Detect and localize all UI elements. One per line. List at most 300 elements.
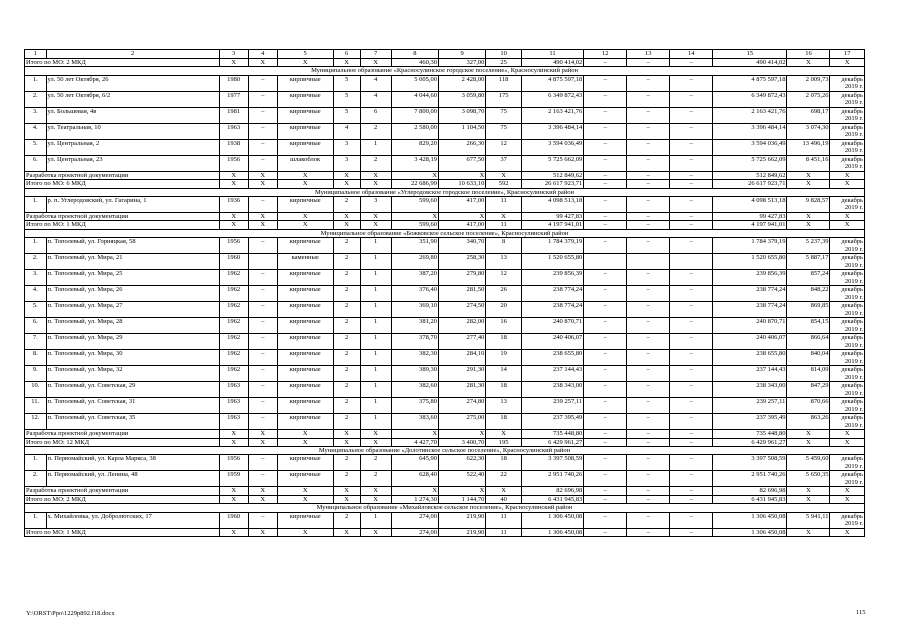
total-cell: X xyxy=(277,221,333,229)
table-cell xyxy=(584,254,627,270)
table-cell: – xyxy=(584,334,627,350)
table-cell: – xyxy=(248,302,277,318)
total-cell: X xyxy=(486,213,521,221)
table-cell: 814,09 xyxy=(787,366,830,382)
table-cell: 522,40 xyxy=(439,471,486,487)
table-cell: 1962 xyxy=(219,334,248,350)
column-number: 13 xyxy=(627,50,670,59)
table-cell xyxy=(248,254,277,270)
table-cell: 8 451,16 xyxy=(787,155,830,171)
total-cell: X xyxy=(830,528,865,536)
table-cell: – xyxy=(248,286,277,302)
table-cell: 281,50 xyxy=(439,286,486,302)
table-cell: – xyxy=(670,238,713,254)
table-cell: – xyxy=(627,318,670,334)
section-title: Муниципальное образование «Красносулинское городское поселение», Красносулинский район xyxy=(25,67,865,75)
table-cell: 2 009,73 xyxy=(787,75,830,91)
total-cell: X xyxy=(486,487,521,495)
table-cell: 340,70 xyxy=(439,238,486,254)
total-cell: X xyxy=(333,438,360,446)
total-cell: X xyxy=(219,438,248,446)
table-row xyxy=(25,139,865,155)
total-cell: X xyxy=(333,495,360,503)
table-cell: 382,30 xyxy=(391,350,438,366)
total-cell: X xyxy=(830,438,865,446)
total-cell: X xyxy=(219,171,248,179)
total-cell: X xyxy=(439,487,486,495)
table-cell: 18 xyxy=(486,334,521,350)
table-cell: 1. xyxy=(25,197,47,213)
total-cell: X xyxy=(360,171,391,179)
table-cell: – xyxy=(627,366,670,382)
total-label: Разработка проектной документации xyxy=(25,171,220,179)
table-cell: 3. xyxy=(25,270,47,286)
total-cell: – xyxy=(584,221,627,229)
table-cell: 1 xyxy=(360,286,391,302)
total-cell: – xyxy=(584,528,627,536)
table-cell: – xyxy=(627,286,670,302)
deadline-cell: декабрь 2019 г. xyxy=(830,197,865,213)
total-cell: 219,90 xyxy=(439,528,486,536)
table-cell: 829,20 xyxy=(391,139,438,155)
table-cell: кирпичные xyxy=(277,414,333,430)
table-row xyxy=(25,75,865,91)
table-cell: 240 870,71 xyxy=(521,318,583,334)
total-row xyxy=(25,438,865,446)
total-cell: X xyxy=(439,213,486,221)
table-cell: кирпичные xyxy=(277,398,333,414)
table-cell: – xyxy=(627,455,670,471)
total-cell: X xyxy=(248,59,277,67)
table-cell: 20 xyxy=(486,302,521,318)
total-cell: X xyxy=(787,59,830,67)
address-cell: п. Тополевый, ул. Мира, 30 xyxy=(46,350,219,366)
section-row xyxy=(25,504,865,512)
total-cell: X xyxy=(219,430,248,438)
table-cell: 1960 xyxy=(219,512,248,528)
table-cell: 240 870,71 xyxy=(713,318,787,334)
total-cell: X xyxy=(830,430,865,438)
table-cell: 237 395,49 xyxy=(521,414,583,430)
total-cell: 26 617 923,71 xyxy=(713,180,787,188)
table-cell: – xyxy=(584,382,627,398)
total-cell: 599,60 xyxy=(391,221,438,229)
table-cell: кирпичные xyxy=(277,318,333,334)
table-cell: 237 144,43 xyxy=(521,366,583,382)
total-cell: – xyxy=(627,180,670,188)
table-cell: 1977 xyxy=(219,91,248,107)
table-cell: 2 075,26 xyxy=(787,91,830,107)
table-cell: – xyxy=(670,334,713,350)
table-cell: 18 xyxy=(486,382,521,398)
address-cell: п. Тополевый, ул. Мира, 28 xyxy=(46,318,219,334)
total-cell: X xyxy=(277,528,333,536)
total-cell: X xyxy=(219,528,248,536)
table-cell: – xyxy=(248,398,277,414)
total-row xyxy=(25,487,865,495)
address-cell: п. Тополевый, ул. Горняцкая, 58 xyxy=(46,238,219,254)
address-cell: п. Тополевый, ул. Советская, 31 xyxy=(46,398,219,414)
table-cell: 2 xyxy=(333,197,360,213)
table-cell: 840,04 xyxy=(787,350,830,366)
table-cell: 269,80 xyxy=(391,254,438,270)
table-cell: – xyxy=(584,75,627,91)
table-cell: 19 xyxy=(486,350,521,366)
table-cell: 599,60 xyxy=(391,197,438,213)
table-cell: 1 xyxy=(360,270,391,286)
total-cell: X xyxy=(391,487,438,495)
table-cell: 258,30 xyxy=(439,254,486,270)
table-cell: – xyxy=(584,238,627,254)
total-cell: X xyxy=(333,171,360,179)
table-cell: – xyxy=(248,382,277,398)
table-cell: 1959 xyxy=(219,471,248,487)
table-cell: 4 xyxy=(360,91,391,107)
table-cell: 4 xyxy=(360,75,391,91)
table-cell: 13 xyxy=(486,254,521,270)
table-cell: 5 887,17 xyxy=(787,254,830,270)
table-cell: 3 xyxy=(333,139,360,155)
address-cell: ул. Большевая, 4в xyxy=(46,107,219,123)
total-cell: X xyxy=(333,221,360,229)
table-cell: 2 163 421,76 xyxy=(713,107,787,123)
total-cell: X xyxy=(333,430,360,438)
deadline-cell: декабрь 2019 г. xyxy=(830,414,865,430)
total-cell: – xyxy=(670,430,713,438)
total-label: Итого по МО: 1 МКД xyxy=(25,528,220,536)
address-cell: ул. 50 лет Октября, 6/2 xyxy=(46,91,219,107)
table-cell: 1963 xyxy=(219,123,248,139)
total-cell: 99 427,83 xyxy=(713,213,787,221)
deadline-cell: декабрь 2019 г. xyxy=(830,318,865,334)
table-cell: 16 xyxy=(486,318,521,334)
table-cell: 2. xyxy=(25,254,47,270)
table-cell: 1 xyxy=(360,254,391,270)
table-cell: 3 xyxy=(333,155,360,171)
address-cell: х. Михайловка, ул. Добролютских, 17 xyxy=(46,512,219,528)
table-cell: 369,10 xyxy=(391,302,438,318)
housing-repair-table xyxy=(24,49,865,537)
total-cell: – xyxy=(627,213,670,221)
table-cell: 4 xyxy=(333,123,360,139)
total-cell: 3 400,70 xyxy=(439,438,486,446)
table-cell: 5 005,00 xyxy=(391,75,438,91)
address-cell: п. Тополевый, ул. Мира, 32 xyxy=(46,366,219,382)
table-row xyxy=(25,382,865,398)
table-cell: 9. xyxy=(25,366,47,382)
table-cell: 37 xyxy=(486,155,521,171)
deadline-cell: декабрь 2019 г. xyxy=(830,139,865,155)
total-cell: X xyxy=(277,438,333,446)
table-cell: 238 774,24 xyxy=(713,302,787,318)
table-cell: 677,50 xyxy=(439,155,486,171)
table-cell: – xyxy=(670,197,713,213)
total-cell: 40 xyxy=(486,495,521,503)
table-cell xyxy=(670,254,713,270)
total-cell: – xyxy=(670,495,713,503)
total-cell: X xyxy=(830,487,865,495)
table-cell: 279,80 xyxy=(439,270,486,286)
column-number: 14 xyxy=(670,50,713,59)
table-cell: – xyxy=(670,75,713,91)
column-number: 9 xyxy=(439,50,486,59)
table-cell: 239 856,39 xyxy=(713,270,787,286)
table-cell: 5 xyxy=(333,75,360,91)
table-cell: 2 xyxy=(360,155,391,171)
table-cell: 2 xyxy=(333,398,360,414)
table-cell: 12 xyxy=(486,139,521,155)
total-cell: X xyxy=(277,487,333,495)
table-cell: кирпичные xyxy=(277,286,333,302)
total-cell: 6 429 961,27 xyxy=(521,438,583,446)
table-cell: 238 655,80 xyxy=(713,350,787,366)
table-cell: 5 xyxy=(333,107,360,123)
column-number: 2 xyxy=(46,50,219,59)
table-cell: 3 428,19 xyxy=(391,155,438,171)
table-cell: 11 xyxy=(486,512,521,528)
table-cell: 1938 xyxy=(219,139,248,155)
table-cell: 1. xyxy=(25,75,47,91)
total-cell: X xyxy=(439,430,486,438)
table-cell: 2 xyxy=(360,123,391,139)
table-row xyxy=(25,398,865,414)
table-cell: 1960 xyxy=(219,254,248,270)
table-cell: 2 xyxy=(333,382,360,398)
deadline-cell: декабрь 2019 г. xyxy=(830,270,865,286)
total-cell: 26 617 923,71 xyxy=(521,180,583,188)
total-cell: 735 448,80 xyxy=(521,430,583,438)
table-cell: кирпичные xyxy=(277,455,333,471)
table-cell xyxy=(627,254,670,270)
total-cell: – xyxy=(627,495,670,503)
deadline-cell: декабрь 2019 г. xyxy=(830,286,865,302)
table-row xyxy=(25,455,865,471)
total-cell: X xyxy=(787,438,830,446)
total-cell: 1 144,70 xyxy=(439,495,486,503)
table-cell: 1962 xyxy=(219,302,248,318)
table-cell: 1 xyxy=(360,350,391,366)
total-cell: – xyxy=(627,487,670,495)
table-cell: – xyxy=(248,139,277,155)
table-cell: 2 163 421,76 xyxy=(521,107,583,123)
column-number: 6 xyxy=(333,50,360,59)
table-cell: 1 xyxy=(360,318,391,334)
table-cell: 381,20 xyxy=(391,318,438,334)
table-cell: – xyxy=(670,366,713,382)
table-cell: 4 098 513,18 xyxy=(521,197,583,213)
total-row xyxy=(25,430,865,438)
table-cell: 4 875 597,18 xyxy=(713,75,787,91)
total-cell: 6 431 945,83 xyxy=(521,495,583,503)
total-cell: – xyxy=(584,438,627,446)
table-cell: шлакоблок xyxy=(277,155,333,171)
table-cell: 5 459,60 xyxy=(787,455,830,471)
total-label: Итого по МО: 1 МКД xyxy=(25,221,220,229)
table-cell: – xyxy=(627,350,670,366)
table-cell: – xyxy=(627,382,670,398)
table-cell: 1 306 450,08 xyxy=(521,512,583,528)
total-cell: X xyxy=(248,528,277,536)
total-cell: 417,00 xyxy=(439,221,486,229)
total-cell: X xyxy=(360,59,391,67)
table-cell: кирпичные xyxy=(277,123,333,139)
table-cell: – xyxy=(627,139,670,155)
total-cell: 1 306 450,08 xyxy=(713,528,787,536)
total-cell: X xyxy=(391,430,438,438)
section-row xyxy=(25,67,865,75)
table-row xyxy=(25,318,865,334)
total-cell: X xyxy=(830,213,865,221)
total-cell: X xyxy=(219,487,248,495)
table-cell: 1936 xyxy=(219,197,248,213)
table-cell: 5 650,35 xyxy=(787,471,830,487)
table-cell: 1962 xyxy=(219,350,248,366)
table-row xyxy=(25,155,865,171)
table-cell: 237 144,43 xyxy=(713,366,787,382)
table-cell: 266,30 xyxy=(439,139,486,155)
table-cell: – xyxy=(670,414,713,430)
total-cell: – xyxy=(670,180,713,188)
total-cell: X xyxy=(787,495,830,503)
table-cell: 4 044,60 xyxy=(391,91,438,107)
total-cell: – xyxy=(670,59,713,67)
table-cell: – xyxy=(670,350,713,366)
table-cell: 870,66 xyxy=(787,398,830,414)
total-cell: – xyxy=(584,213,627,221)
table-cell: 3 397 508,59 xyxy=(521,455,583,471)
table-cell: 1963 xyxy=(219,382,248,398)
section-row xyxy=(25,188,865,196)
table-cell: 291,30 xyxy=(439,366,486,382)
table-cell: 238 343,00 xyxy=(713,382,787,398)
table-cell: 275,00 xyxy=(439,414,486,430)
total-cell: X xyxy=(277,430,333,438)
total-cell: 274,00 xyxy=(391,528,438,536)
total-cell: X xyxy=(277,495,333,503)
table-cell: 1. xyxy=(25,455,47,471)
table-cell: 2 951 740,26 xyxy=(713,471,787,487)
total-cell: – xyxy=(584,495,627,503)
table-cell: 274,80 xyxy=(439,398,486,414)
deadline-cell: декабрь 2019 г. xyxy=(830,471,865,487)
total-cell: X xyxy=(360,221,391,229)
total-cell: X xyxy=(787,180,830,188)
table-cell: 3 594 036,49 xyxy=(713,139,787,155)
table-cell: 698,17 xyxy=(787,107,830,123)
total-cell: X xyxy=(248,438,277,446)
total-cell: 735 448,80 xyxy=(713,430,787,438)
total-cell: – xyxy=(627,221,670,229)
table-cell: 387,20 xyxy=(391,270,438,286)
table-cell: 869,85 xyxy=(787,302,830,318)
table-cell: 1 xyxy=(360,238,391,254)
table-cell: 26 xyxy=(486,286,521,302)
total-cell: 490 414,02 xyxy=(521,59,583,67)
table-cell: 2 xyxy=(333,366,360,382)
table-cell: 6 xyxy=(360,107,391,123)
total-cell: X xyxy=(787,213,830,221)
table-row xyxy=(25,302,865,318)
table-cell: 1963 xyxy=(219,398,248,414)
column-number: 1 xyxy=(25,50,47,59)
table-cell: 239 257,11 xyxy=(713,398,787,414)
total-row xyxy=(25,495,865,503)
table-cell: 1962 xyxy=(219,286,248,302)
table-cell: 2 xyxy=(333,286,360,302)
table-cell: – xyxy=(584,455,627,471)
column-number: 11 xyxy=(521,50,583,59)
total-cell: X xyxy=(360,438,391,446)
total-cell: X xyxy=(333,213,360,221)
deadline-cell: декабрь 2019 г. xyxy=(830,512,865,528)
table-cell: 18 xyxy=(486,455,521,471)
total-cell: X xyxy=(248,430,277,438)
total-cell: – xyxy=(627,59,670,67)
table-cell: 22 xyxy=(486,471,521,487)
table-cell: 2. xyxy=(25,91,47,107)
table-cell: 18 xyxy=(486,414,521,430)
total-label: Итого по МО: 2 МКД xyxy=(25,495,220,503)
table-cell: 1981 xyxy=(219,107,248,123)
table-cell: кирпичные xyxy=(277,334,333,350)
table-row xyxy=(25,238,865,254)
table-cell: – xyxy=(584,471,627,487)
table-cell: 7 800,00 xyxy=(391,107,438,123)
total-cell: – xyxy=(584,430,627,438)
table-cell: 1 xyxy=(360,366,391,382)
table-cell: 375,80 xyxy=(391,398,438,414)
table-cell: 2. xyxy=(25,471,47,487)
total-cell: X xyxy=(830,495,865,503)
table-cell: 5 725 662,09 xyxy=(713,155,787,171)
table-cell: – xyxy=(584,139,627,155)
table-row xyxy=(25,471,865,487)
total-label: Итого по МО: 6 МКД xyxy=(25,180,220,188)
table-cell: 8 xyxy=(486,238,521,254)
table-cell: 857,24 xyxy=(787,270,830,286)
table-cell: – xyxy=(670,155,713,171)
table-cell: – xyxy=(670,123,713,139)
total-cell: X xyxy=(219,59,248,67)
total-label: Итого по МО: 12 МКД xyxy=(25,438,220,446)
table-row xyxy=(25,91,865,107)
table-cell: кирпичные xyxy=(277,512,333,528)
table-cell: 12. xyxy=(25,414,47,430)
table-cell: – xyxy=(670,471,713,487)
table-cell: – xyxy=(248,197,277,213)
table-cell: 6 349 872,43 xyxy=(521,91,583,107)
total-cell: X xyxy=(277,59,333,67)
table-cell: – xyxy=(584,318,627,334)
address-cell: п. Первомайский, ул. Карла Маркса, 38 xyxy=(46,455,219,471)
total-cell: 25 xyxy=(486,59,521,67)
total-cell: – xyxy=(670,221,713,229)
table-cell: 284,10 xyxy=(439,350,486,366)
page-number: 115 xyxy=(856,609,866,616)
section-row xyxy=(25,447,865,455)
column-number: 16 xyxy=(787,50,830,59)
total-cell: – xyxy=(627,171,670,179)
table-cell: 2 xyxy=(333,455,360,471)
table-cell: 2 xyxy=(360,471,391,487)
total-cell: X xyxy=(787,487,830,495)
total-cell: X xyxy=(277,213,333,221)
table-cell: 2 xyxy=(333,302,360,318)
table-cell: – xyxy=(248,471,277,487)
table-cell: 6 349 872,43 xyxy=(713,91,787,107)
total-cell: – xyxy=(627,430,670,438)
table-cell: 2 580,00 xyxy=(391,123,438,139)
